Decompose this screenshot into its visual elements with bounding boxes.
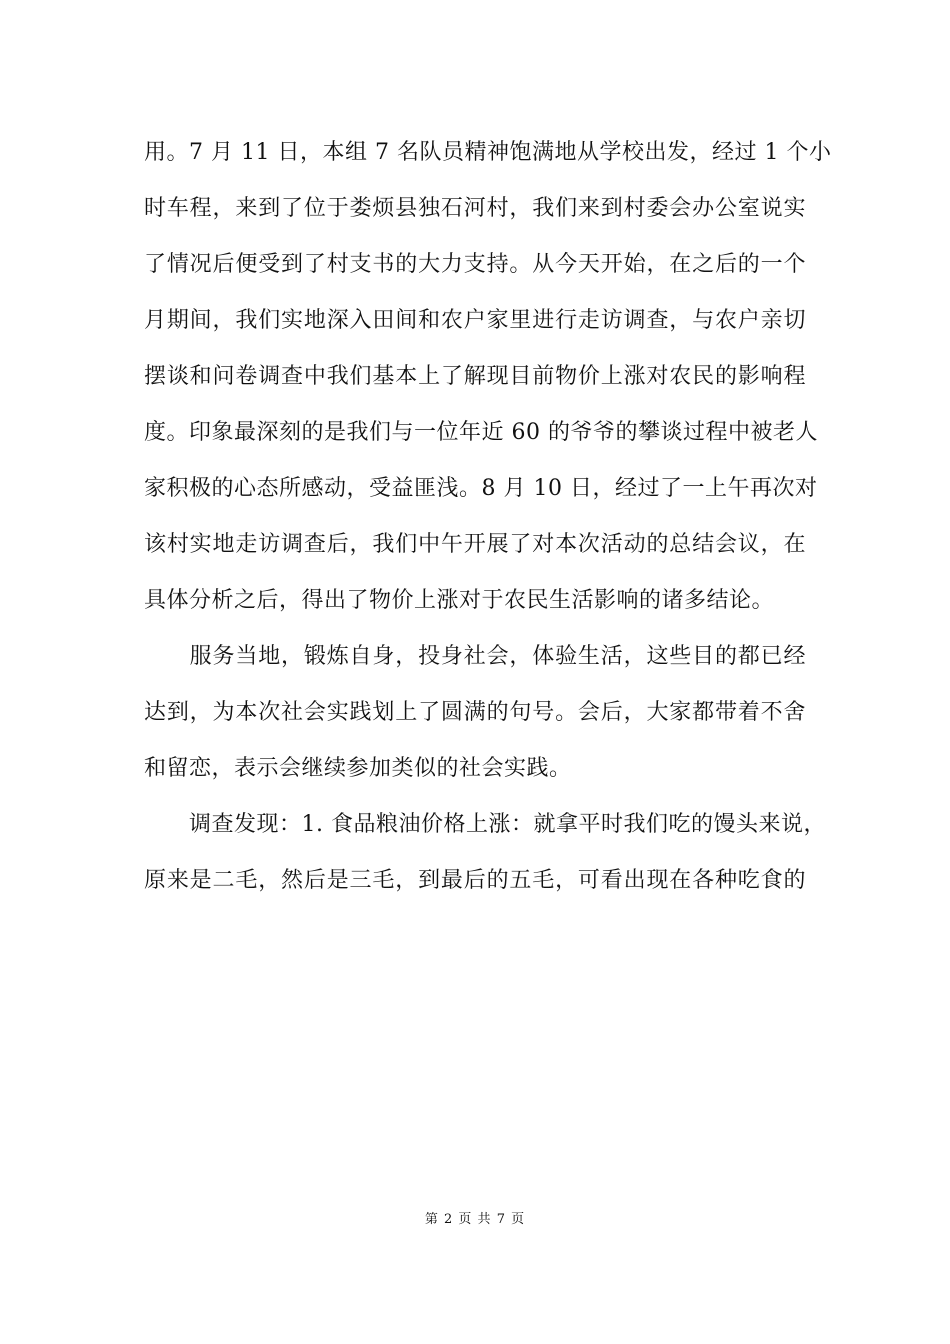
document-body	[144, 131, 832, 915]
text-line: 达到，为本次社会实践划上了圆满的句号。会后，大家都带着不舍	[144, 700, 806, 725]
text-line: 具体分析之后，得出了物价上涨对于农民生活影响的诸多结论。	[144, 588, 775, 613]
text-line: 度。印象最深刻的是我们与一位年近 60 的爷爷的攀谈过程中被老人	[144, 420, 818, 445]
text-line: 了情况后便受到了村支书的大力支持。从今天开始，在之后的一个	[144, 252, 806, 277]
text-line: 服务当地，锻炼自身，投身社会，体验生活，这些目的都已经	[144, 644, 806, 669]
page-number-footer: 第 2 页 共 7 页	[424, 1212, 526, 1227]
text-line: 时车程，来到了位于娄烦县独石河村，我们来到村委会办公室说实	[144, 196, 806, 221]
text-line: 原来是二毛，然后是三毛，到最后的五毛，可看出现在各种吃食的	[144, 868, 806, 893]
text-line: 摆谈和问卷调查中我们基本上了解现目前物价上涨对农民的影响程	[144, 364, 806, 389]
text-line: 月期间，我们实地深入田间和农户家里进行走访调查，与农户亲切	[144, 308, 806, 333]
text-line: 用。7 月 11 日，本组 7 名队员精神饱满地从学校出发，经过 1 个小	[144, 140, 832, 165]
text-line: 家积极的心态所感动，受益匪浅。8 月 10 日，经过了一上午再次对	[144, 476, 818, 501]
text-line: 该村实地走访调查后，我们中午开展了对本次活动的总结会议，在	[144, 532, 806, 557]
text-line: 和留恋，表示会继续参加类似的社会实践。	[144, 756, 572, 781]
text-line: 调查发现：1. 食品粮油价格上涨：就拿平时我们吃的馒头来说，	[144, 812, 826, 837]
